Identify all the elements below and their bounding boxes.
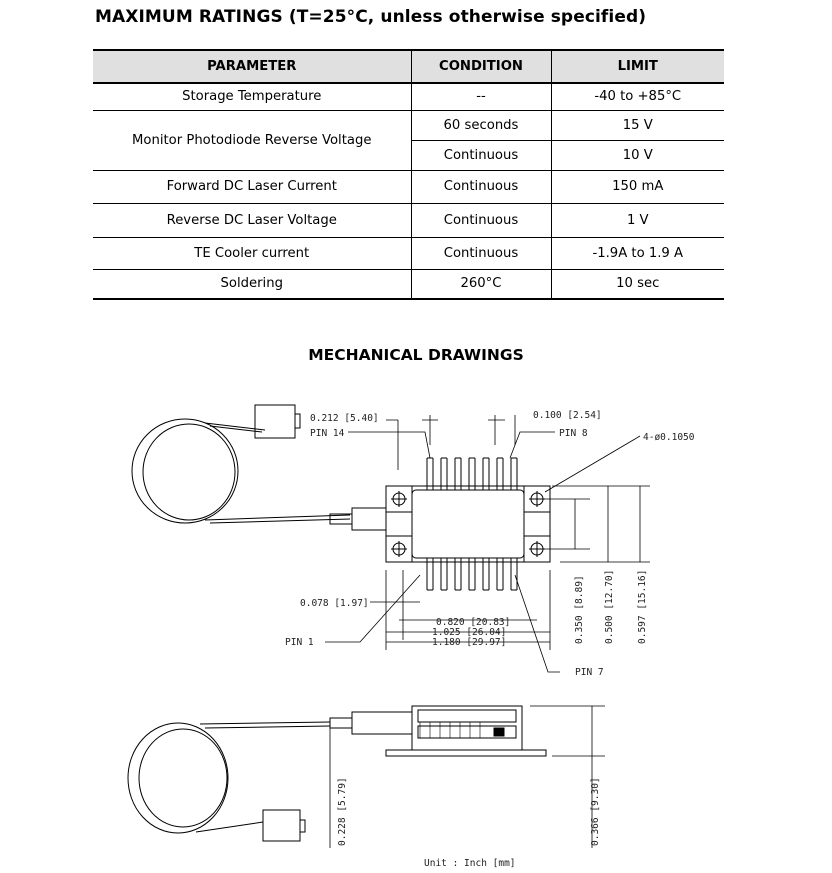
cell-condition: Continuous: [411, 170, 551, 203]
dim-0228: 0.228 [5.79]: [337, 777, 348, 846]
cell-condition: --: [411, 83, 551, 110]
package-body: [386, 458, 550, 590]
cell-condition: Continuous: [411, 140, 551, 170]
dim-0078: 0.078 [1.97]: [300, 598, 369, 609]
dim-0100: 0.100 [2.54]: [533, 410, 602, 421]
unit-label: Unit : Inch [mm]: [424, 858, 516, 869]
cell-condition: Continuous: [411, 237, 551, 269]
cell-limit: -1.9A to 1.9 A: [551, 237, 724, 269]
cell-limit: -40 to +85°C: [551, 83, 724, 110]
dim-0500: 0.500 [12.70]: [604, 569, 615, 644]
cell-limit: 150 mA: [551, 170, 724, 203]
cell-parameter: Forward DC Laser Current: [93, 170, 411, 203]
pin-14-label: PIN 14: [310, 428, 345, 439]
dim-1180: 1.180 [29.97]: [432, 637, 507, 648]
pin-1-label: PIN 1: [285, 637, 314, 648]
cell-limit: 15 V: [551, 110, 724, 140]
pin-8-label: PIN 8: [559, 428, 588, 439]
dimension-lines-side: [330, 706, 605, 848]
dim-0597: 0.597 [15.16]: [637, 569, 648, 644]
dim-0212: 0.212 [5.40]: [310, 413, 379, 424]
header-limit: LIMIT: [551, 50, 724, 83]
connector-top: [255, 405, 300, 438]
cell-parameter: Soldering: [93, 269, 411, 299]
ratings-title: MAXIMUM RATINGS (T=25°C, unless otherwise specified): [95, 7, 647, 27]
cell-limit: 1 V: [551, 203, 724, 237]
dim-0366: 0.366 [9.30]: [590, 777, 601, 846]
cell-parameter: Monitor Photodiode Reverse Voltage: [93, 110, 411, 170]
cell-limit: 10 sec: [551, 269, 724, 299]
pin-7-label: PIN 7: [575, 667, 604, 678]
cell-parameter: TE Cooler current: [93, 237, 411, 269]
cell-limit: 10 V: [551, 140, 724, 170]
cell-condition: 60 seconds: [411, 110, 551, 140]
header-condition: CONDITION: [411, 50, 551, 83]
package-side: [330, 706, 546, 756]
header-parameter: PARAMETER: [93, 50, 411, 83]
holes-label: 4-ø0.1050: [643, 432, 695, 443]
dim-0350: 0.350 [8.89]: [574, 575, 585, 644]
connector-side: [263, 810, 305, 841]
cell-condition: Continuous: [411, 203, 551, 237]
dim-1025: 1.025 [26.04]: [432, 627, 507, 638]
cell-condition: 260°C: [411, 269, 551, 299]
cell-parameter: Storage Temperature: [93, 83, 411, 110]
mechanical-title: MECHANICAL DRAWINGS: [308, 346, 524, 364]
dim-0820: 0.820 [20.83]: [436, 617, 511, 628]
cell-parameter: Reverse DC Laser Voltage: [93, 203, 411, 237]
